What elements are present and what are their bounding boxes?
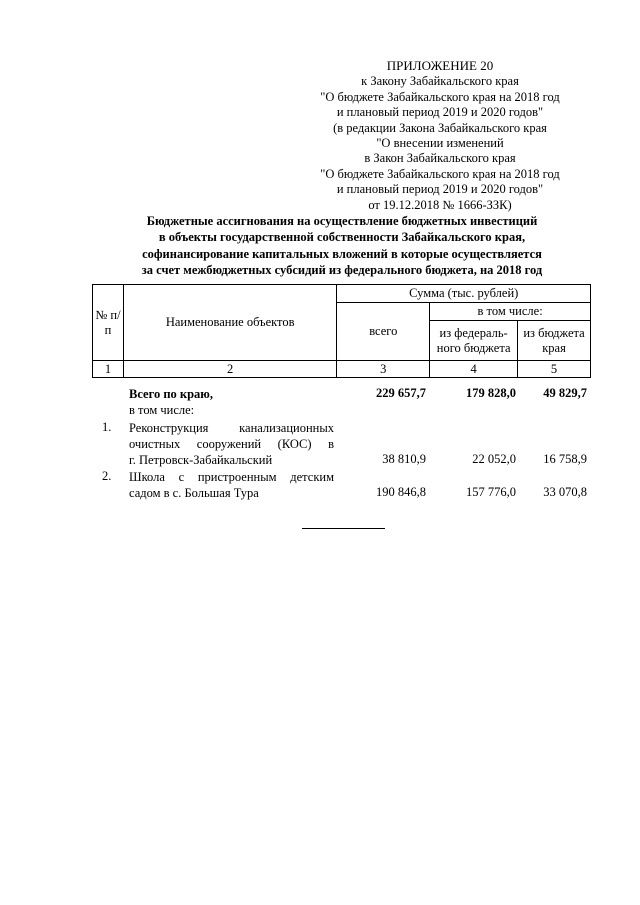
row-number: 1.	[102, 420, 112, 434]
title-line: Бюджетные ассигнования на осуществление бюджетных инвестиций	[146, 214, 538, 228]
title-line: софинансирование капитальных вложений в которые осуществляется	[142, 246, 542, 261]
row-federal: 22 052,0	[472, 452, 516, 466]
document-title	[92, 213, 592, 278]
appendix-line: "О бюджете Забайкальского края на 2018 год	[320, 166, 560, 181]
row-name	[129, 402, 334, 418]
appendix-line: (в редакции Закона Забайкальского края	[333, 120, 547, 135]
appendix-line: от 19.12.2018 № 1666-ЗЗК)	[368, 197, 512, 212]
row-name-line: садом в с. Большая Тура	[129, 486, 259, 501]
row-regional: 49 829,7	[543, 386, 587, 400]
row-federal: 157 776,0	[466, 485, 516, 499]
column-number: 4	[430, 361, 518, 378]
row-total: 190 846,8	[376, 485, 426, 499]
header-including: в том числе:	[430, 303, 591, 321]
title-line: в объекты государственной собственности Забайкальского края,	[158, 230, 526, 245]
row-number: 2.	[102, 469, 112, 483]
header-total: всего	[337, 303, 430, 361]
appendix-header	[290, 58, 590, 213]
header-name: Наименование объектов	[123, 285, 337, 361]
column-number: 2	[123, 361, 337, 378]
budget-table-header	[92, 284, 591, 378]
row-federal: 179 828,0	[466, 386, 516, 400]
header-num: № п/п	[93, 285, 124, 361]
appendix-line: и плановый период 2019 и 2020 годов"	[336, 182, 544, 197]
column-number: 5	[518, 361, 591, 378]
appendix-line: в Закон Забайкальского края	[364, 151, 516, 166]
appendix-line: и плановый период 2019 и 2020 годов"	[336, 105, 544, 120]
row-name-line: Всего по краю,	[129, 387, 213, 401]
header-regional: из бюджета края	[518, 321, 591, 361]
appendix-line: к Закону Забайкальского края	[361, 74, 519, 89]
end-divider	[302, 528, 385, 529]
appendix-line: ПРИЛОЖЕНИЕ 20	[386, 58, 494, 73]
row-name-line: в том числе:	[129, 403, 195, 417]
row-regional: 16 758,9	[543, 452, 587, 466]
row-total: 229 657,7	[376, 386, 426, 400]
row-total: 38 810,9	[382, 452, 426, 466]
appendix-line: "О внесении изменений	[376, 136, 504, 151]
header-sum: Сумма (тыс. рублей)	[337, 285, 591, 303]
row-name-line: Школа с пристроенным детским	[129, 470, 334, 484]
row-name	[129, 420, 334, 469]
row-regional: 33 070,8	[543, 485, 587, 499]
row-name	[129, 469, 334, 501]
column-number: 1	[93, 361, 124, 378]
appendix-line: "О бюджете Забайкальского края на 2018 год	[320, 89, 560, 104]
column-number: 3	[337, 361, 430, 378]
header-federal: из федераль-ного бюджета	[430, 321, 518, 361]
row-name-line: г. Петровск-Забайкальский	[129, 453, 273, 468]
row-name-line: очистных сооружений (КОС) в	[129, 437, 334, 452]
row-name	[129, 386, 334, 402]
title-line: за счет межбюджетных субсидий из федерального бюджета, на 2018 год	[141, 262, 543, 277]
row-name-line: Реконструкция канализационных	[129, 421, 334, 435]
